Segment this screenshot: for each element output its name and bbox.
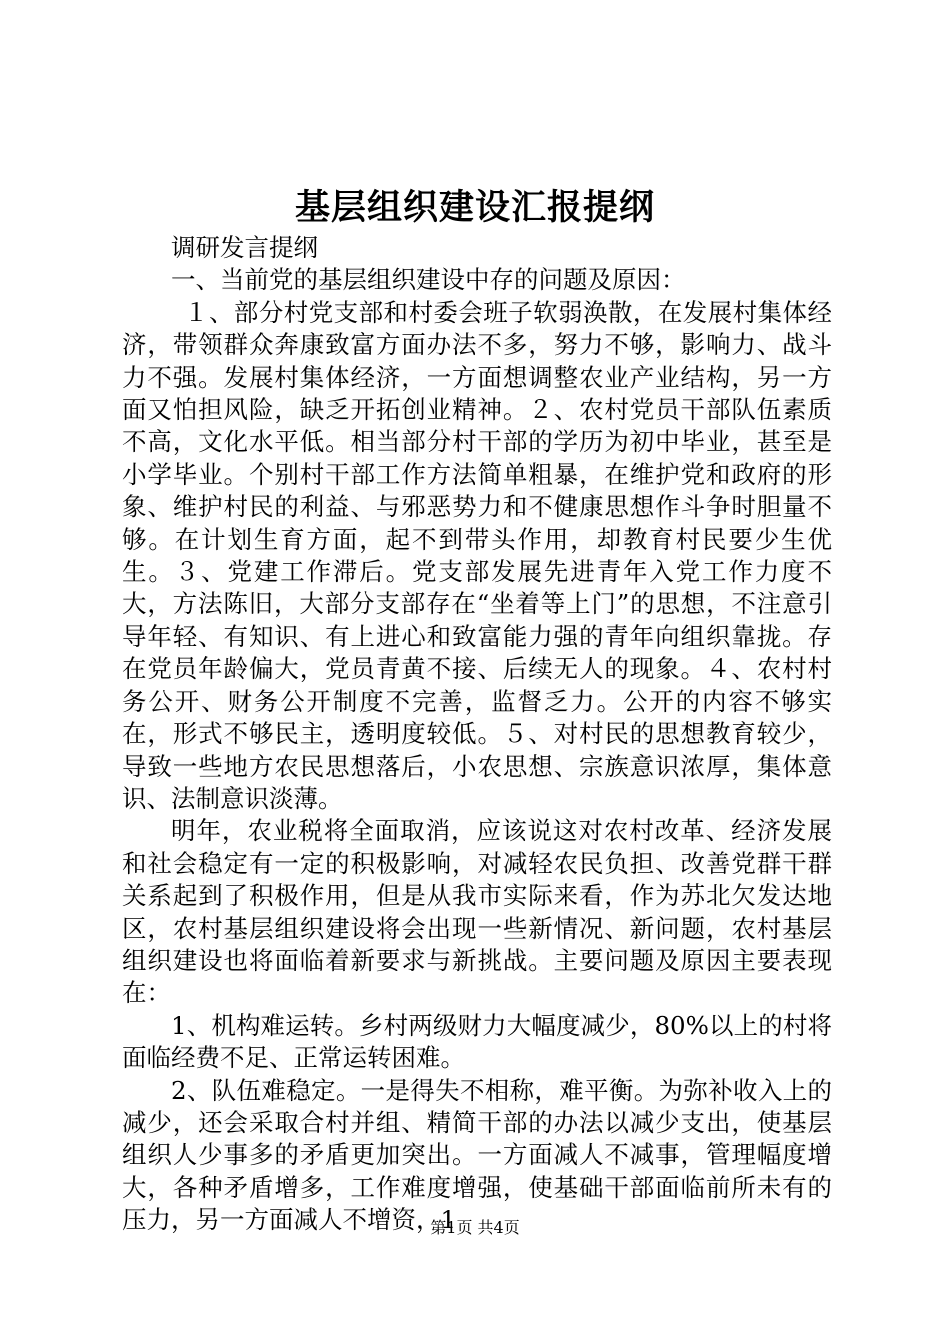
page-footer: 第1页 共4页 [430, 1218, 520, 1237]
paragraph-item-2: 2、队伍难稳定。一是得失不相称，难平衡。为弥补收入上的减少，还会采取合村并组、精简干部的办法以减少支出，使基层组织人少事多的矛盾更加突出。一方面减人不减事，管理幅度增大，各种矛盾增多，工作难度增强，使基础干部面临前所未有的压力，另一方面减人不增资，1 [122, 1075, 832, 1235]
paragraph-item-1: 1、机构难运转。乡村两级财力大幅度减少，80%以上的村将面临经费不足、正常运转困难。 [122, 1010, 832, 1073]
paragraph-problems-list: １、部分村党支部和村委会班子软弱涣散，在发展村集体经济，带领群众奔康致富方面办法不多，努力不够，影响力、战斗力不强。发展村集体经济，一方面想调整农业产业结构，另一方面又怕担风险，缺乏开拓创业精神。２、农村党员干部队伍素质不高，文化水平低。相当部分村干部的学历为初中毕业，甚至是小学毕业。个别村干部工作方法简单粗暴，在维护党和政府的形象、维护村民的利益、与邪恶势力和不健康思想作斗争时胆量不够。在计划生育方面，起不到带头作用，却教育村民要少生优生。３、党建工作滞后。党支部发展先进青年入党工作力度不大，方法陈旧，大部分支部存在“坐着等上门”的思想，不注意引导年轻、有知识、有上进心和致富能力强的青年向组织靠拢。存在党员年龄偏大，党员青黄不接、后续无人的现象。４、农村村务公开、财务公开制度不完善，监督乏力。公开的内容不够实在，形式不够民主，透明度较低。５、对村民的思想教育较少，导致一些地方农民思想落后，小农思想、宗族意识浓厚，集体意识、法制意识淡薄。 [122, 297, 832, 813]
paragraph-subtitle: 调研发言提纲 [171, 233, 318, 262]
document-body [122, 232, 832, 1237]
paragraph-section-heading: 一、当前党的基层组织建设中存的问题及原因： [171, 265, 686, 295]
document-title: 基层组织建设汇报提纲 [294, 187, 655, 228]
paragraph-next-year: 明年，农业税将全面取消，应该说这对农村改革、经济发展和社会稳定有一定的积极影响，对减轻农民负担、改善党群干群关系起到了积极作用，但是从我市实际来看，作为苏北欠发达地区，农村基层组织建设将会出现一些新情况、新问题，农村基层组织建设也将面临着新要求与新挑战。主要问题及原因主要表现在： [122, 816, 832, 1008]
